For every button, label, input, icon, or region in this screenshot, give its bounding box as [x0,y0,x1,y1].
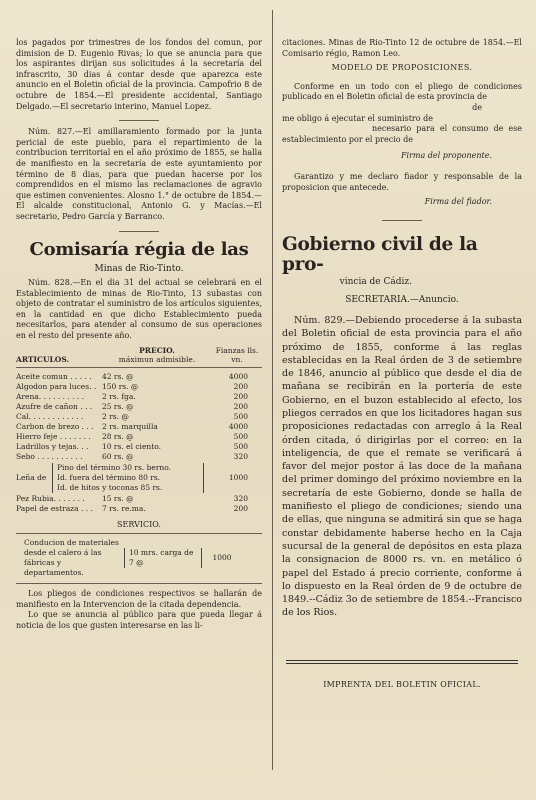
modelo-text-d: necesario para el consumo de ese establecimiento por el precio de [282,124,522,144]
table-rule [16,367,262,368]
header-precio: PRECIO. [139,345,175,355]
table-row [16,504,262,514]
table-header [16,346,262,364]
table-row [16,452,262,462]
article-price: 25 rs. @ [102,401,134,411]
article-fianza: 4000 [228,421,248,431]
article-price: 15 rs. @ [102,493,134,503]
heading-gobierno: Gobierno civil de la pro- [282,233,478,275]
article-price: 28 rs. @ [102,431,134,441]
items-list [16,372,262,462]
heading-minas: Minas de Rio-Tinto. [94,263,184,274]
secretaria-anuncio: SECRETARIA.—Anuncio. [345,295,459,306]
left-paragraph-4: Los pliegos de condiciones respectivos se hallarán de manifiesto en la Intervencion de la citada dependencia. [16,589,262,609]
article-name: Algodon para luces. . [16,381,97,391]
article-price: 2 rs. @ [102,411,129,421]
left-paragraph-1: los pagados por trimestres de los fondos del comun, por dimision de D. Eugenio Rivas; lo que se anuncia para que los aspirantes dirijan sus solicitudes á la secretaría del infrascrito, 30 dias á contar desde que aparezca este anuncio en el Boletin oficial de la provincia. Campofrio 8 de octubre de 1854.—El presidente accidental, Santiago Delgado.—El secretario interino, Manuel Lopez. [16,38,262,111]
article-name: Aceite comun . . . . . [16,371,92,381]
table-rule [16,583,262,584]
lena-fianza: 1000 [228,472,248,482]
article-price: 150 rs. @ [102,381,139,391]
article-fianza: 320 [233,451,248,461]
modelo-text-b: de [472,102,482,112]
article-name: Azufre de cañon . . . [16,401,93,411]
firma-proponente: Firma del proponente. [400,151,492,161]
article-fianza: 500 [233,441,248,451]
table-row [16,422,262,432]
article-price: 7 rs. re.ma. [102,503,146,513]
header-precio-group [102,346,212,364]
imprenta: IMPRENTA DEL BOLETIN OFICIAL. [323,679,481,689]
article-price: 60 rs. @ [102,451,134,461]
table-rule [16,533,262,534]
left-column [0,0,266,800]
separator [382,220,422,221]
servicio-desc: Conducion de materiales desde el calero á las fábricas y departamentos. [24,538,119,578]
article-name: Carbon de brezo . . . [16,421,94,431]
footer-block [282,660,522,691]
article-price: 42 rs. @ [102,371,134,381]
table-row [16,372,262,382]
article-name: Hierro feje . . . . . . . [16,431,91,441]
lena-line: Pino del término 30 rs. berno. [57,462,172,472]
left-paragraph-3: Núm. 828.—En el dia 31 del actual se celebrará en el Establecimiento de minas de Rio-Tinto, 13 subastas con objeto de contratar el suministro de los artículos siguientes, en la cantidad en que dicho Establecimiento pueda necesitarlos, para atender al consumo de sus operaciones en el resto del presente año. [16,278,262,341]
article-price: 10 rs. el ciento. [102,441,162,451]
article-fianza: 4000 [228,371,248,381]
modelo-text-c: me obligo á ejecutar el suministro de [282,113,433,123]
right-paragraph-1: citaciones. Minas de Rio-Tinto 12 de octubre de 1854.—El Comisario régio, Ramon Leo. [282,38,522,58]
heading-comisaria: Comisaría régia de las [29,238,249,260]
article-name: Pez Rubia. . . . . . . [16,493,85,503]
lena-label: Leña de [16,472,47,482]
right-body: Núm. 829.—Debiendo procederse á la subasta del Boletin oficial de esta provincia para el año próximo de 1855, conforme á las reglas establecidas en la Real órden de 3 de setiembre de 1846, anuncio al público que desde el dia de mañana se recibirán en la portería de este Gobierno, en el buzon establecido al efecto, los pliegos cerrados en que los licitadores hagan sus proposiciones redactadas con arreglo á la Real órden citada, ó dirigirlas por el correo: en la inteligencia, de que el remate se verificará á favor del mejor postor á las doce de la mañana del primer domingo del próximo noviembre en la secretaría de este Gobierno, donde se halla de manifiesto el pliego de condiciones; siendo una de ellas, que ninguna se admitirá sin que se haga constar debidamente haberse hecho en la Caja sucursal de la general de depósitos en esta plaza la consignacion de 8000 rs. vn. en metálico ó papel del Estado á precio corriente, conforme á lo dispuesto en la Real órden de 9 de octubre de 1849.--Cádiz 3o de setiembre de 1854.--Francisco de los Rios. [282,314,522,619]
header-articulos: ARTICULOS. [16,354,70,364]
article-price: 2 rs. marquilla [102,421,158,431]
modelo-text-a: Conforme en un todo con el pliego de condiciones publicado en el Boletin oficial de esta provincia de [282,81,522,102]
column-divider [272,10,273,770]
article-name: Arena. . . . . . . . . . [16,391,85,401]
article-name: Sebo . . . . . . . . . . [16,451,83,461]
table-row [16,392,262,402]
article-name: Cal. . . . . . . . . . . . [16,411,84,421]
servicio-fianza: 1000 [212,553,232,563]
table-row [16,402,262,412]
lena-lines [52,463,204,493]
left-paragraph-2: Núm. 827.—El amillaramiento formado por la junta pericial de este pueblo, para el repartimiento de la contribucion territorial en el año próximo de 1855, se halla de manifiesto en la secretaría de este ayuntamiento por término de 8 dias, para que puedan hacerse por los comprendidos en el mismo las reclamaciones de agravio que estimen convenientes. Alosno 1.° de octubre de 1854.—El alcalde constitucional, Antonio G. y Macías.—El secretario, Pedro García y Barranco. [16,127,262,221]
separator [119,120,159,121]
left-paragraph-5: Lo que se anuncia al público para que pueda llegar á noticia de los que gusten interesarse en las li- [16,610,262,631]
article-fianza: 500 [233,431,248,441]
article-name: Papel de estraza . . . [16,503,93,513]
firma-fiador: Firma del fiador. [424,197,492,207]
header-precio-sub: máximun admisible. [118,354,196,364]
table-row [16,442,262,452]
heading-gobierno-2: vincia de Cádiz. [339,276,412,287]
lena-line: Id. de hitos y toconas 85 rs. [57,482,163,492]
article-name: Ladrillos y tejas. . . [16,441,89,451]
table-row [16,382,262,392]
article-fianza: 200 [233,391,248,401]
fiador-text: Garantizo y me declaro fiador y responsable de la proposicion que antecede. [282,171,522,192]
lena-row [16,463,262,493]
items-list-2 [16,494,262,514]
article-fianza: 200 [233,381,248,391]
separator [119,231,159,232]
modelo-heading: MODELO DE PROPOSICIONES. [331,63,473,73]
right-column [278,0,530,800]
lena-line: Id. fuera del término 80 rs. [57,472,161,482]
article-fianza: 200 [233,401,248,411]
table-row [16,494,262,504]
article-fianza: 500 [233,411,248,421]
header-fianzas: Fianzas lls. vn. [215,345,259,364]
article-fianza: 320 [233,493,248,503]
servicio-row [16,538,262,578]
servicio-price: 10 mrs. carga de 7 @ [124,548,202,568]
article-price: 2 rs. fga. [102,391,136,401]
double-rule [286,660,518,664]
servicio-heading: SERVICIO. [117,519,161,529]
table-row [16,412,262,422]
article-fianza: 200 [233,503,248,513]
table-row [16,432,262,442]
